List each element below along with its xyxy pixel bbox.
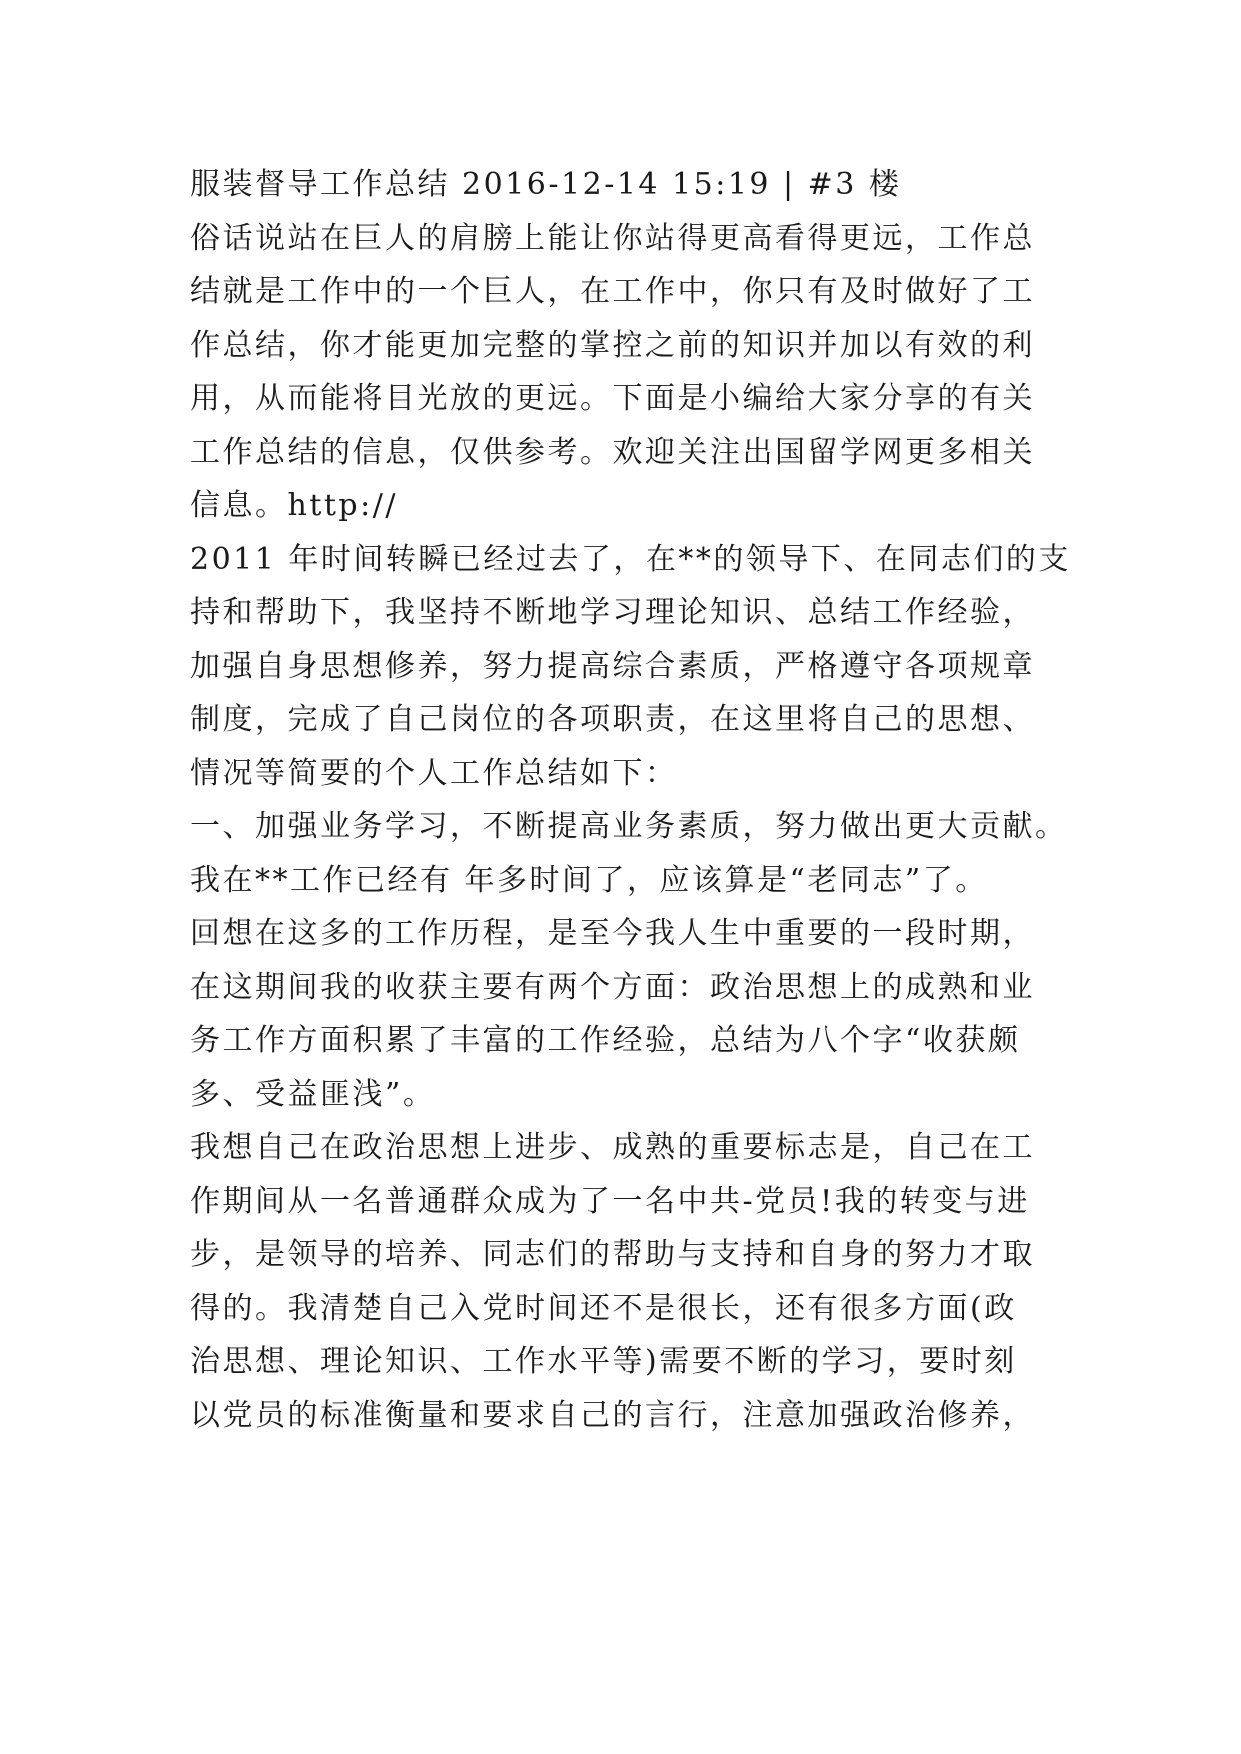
text-line: 2011 年时间转瞬已经过去了，在**的领导下、在同志们的支 [190,541,1071,577]
text-line: 我想自己在政治思想上进步、成熟的重要标志是，自己在工 [190,1130,1035,1165]
text-line: 加强自身思想修养，努力提高综合素质，严格遵守各项规章 [190,648,1035,684]
text-line: 我在**工作已经有 年多时间了，应该算是“老同志”了。 [190,862,988,898]
document-body [190,158,1070,1442]
text-line: 多、受益匪浅”。 [190,1076,436,1112]
text-line: 作总结，你才能更加完整的掌控之前的知识并加以有效的利 [190,327,1035,363]
text-line: 治思想、理论知识、工作水平等)需要不断的学习，要时刻 [190,1344,1017,1379]
text-line: 步，是领导的培养、同志们的帮助与支持和自身的努力才取 [190,1237,1035,1272]
text-line: 作期间从一名普通群众成为了一名中共-党员!我的转变与进 [190,1183,1030,1219]
text-line: 在这期间我的收获主要有两个方面：政治思想上的成熟和业 [190,969,1035,1005]
section-heading-line: 一、加强业务学习，不断提高业务素质，努力做出更大贡献。 [190,809,1068,844]
text-line: 以党员的标准衡量和要求自己的言行，注意加强政治修养， [190,1397,1035,1433]
text-line: 工作总结的信息，仅供参考。欢迎关注出国留学网更多相关 [190,434,1035,470]
text-line: 用，从而能将目光放的更远。下面是小编给大家分享的有关 [190,381,1035,416]
text-line: 俗话说站在巨人的肩膀上能让你站得更高看得更远，工作总 [190,220,1035,256]
text-line: 持和帮助下，我坚持不断地学习理论知识、总结工作经验， [190,595,1035,630]
text-line: 回想在这多的工作历程，是至今我人生中重要的一段时期， [190,916,1035,951]
text-line: 制度，完成了自己岗位的各项职责，在这里将自己的思想、 [190,702,1035,737]
text-line: 得的。我清楚自己入党时间还不是很长，还有很多方面(政 [190,1290,1017,1326]
text-line: 信息。http:// [190,488,398,523]
text-line: 情况等简要的个人工作总结如下： [190,755,678,791]
text-line: 务工作方面积累了丰富的工作经验，总结为八个字“收获颇 [190,1023,1021,1058]
document-title-line: 服装督导工作总结 2016-12-14 15:19 | #3 楼 [190,167,902,202]
text-line: 结就是工作中的一个巨人，在工作中，你只有及时做好了工 [190,274,1035,309]
